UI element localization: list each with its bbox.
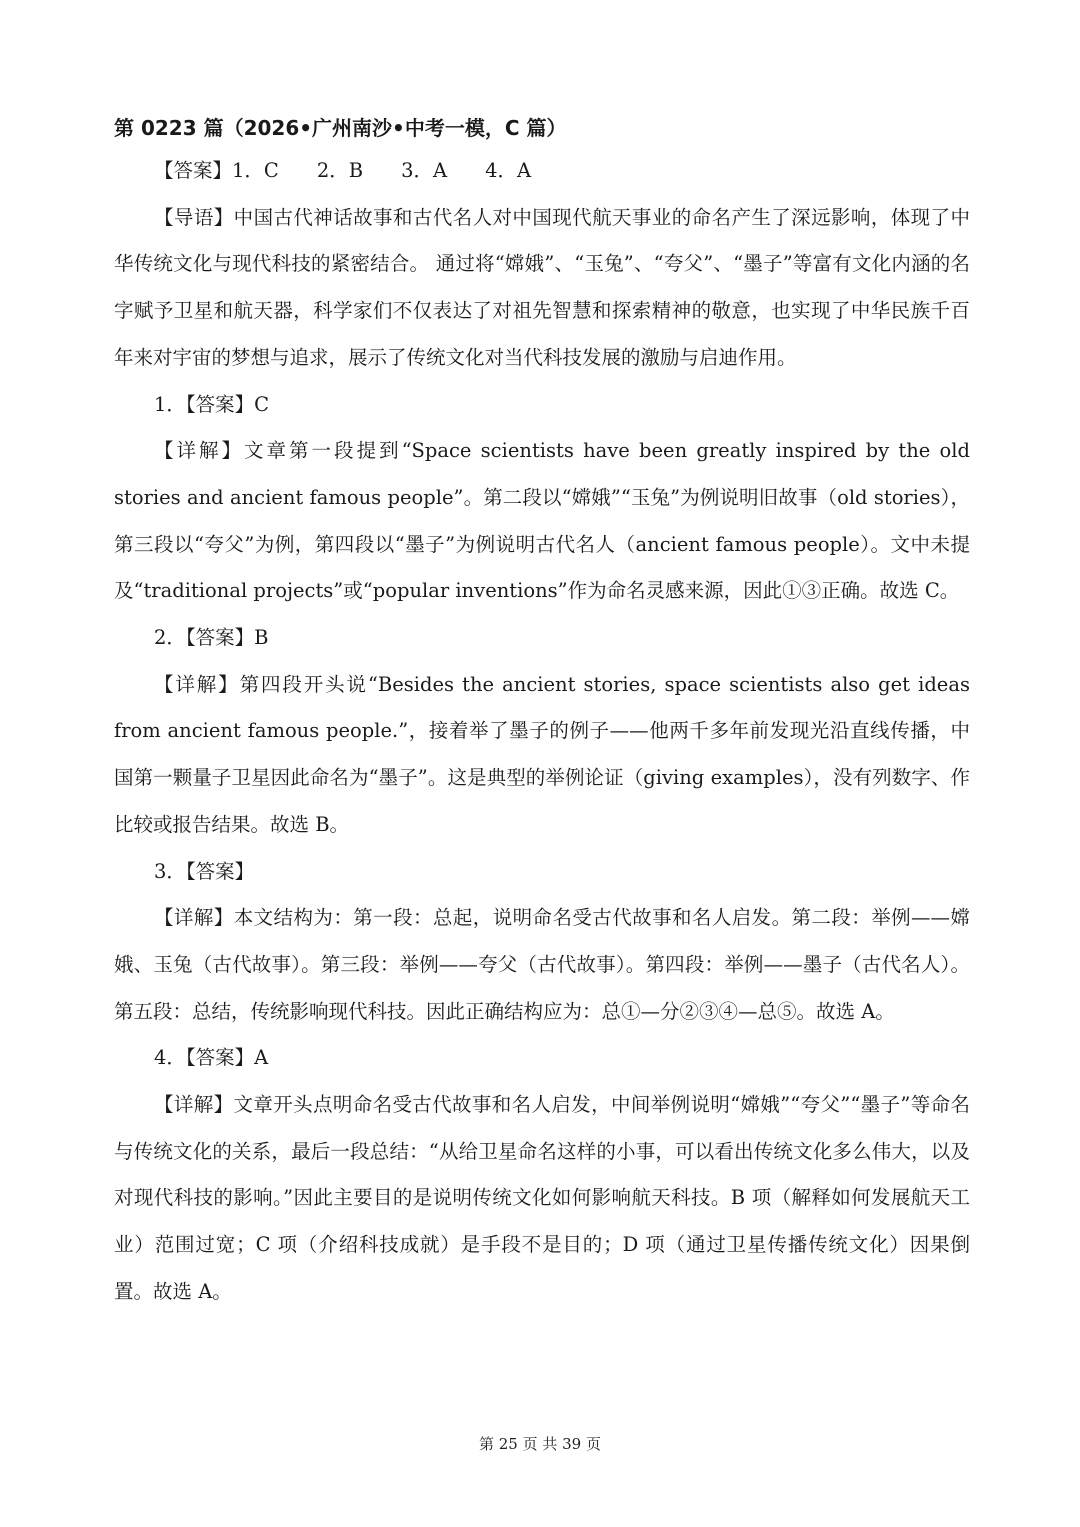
answer-item-2: 2．B <box>316 159 364 182</box>
intro-paragraph <box>114 195 970 382</box>
detail-text: 文章第一段提到“Space scientists have been greatly inspired by the old stories and ancient famous people”。第二段以“嫦娥”“玉兔”为例说明旧故事（old stories），第三段以“夸父”为例，第四段以“墨子”为例说明古代名人（ancient famous people）。文中未提及“traditional projects”或“popular inventions”作为命名灵感来源，因此①③正确。故选 C。 <box>114 439 970 603</box>
question-3-answer: 3．【答案】 <box>154 859 255 883</box>
detail-text: 本文结构为：第一段：总起，说明命名受古代故事和名人启发。第二段：举例——嫦娥、玉兔（古代故事）。第三段：举例——夸父（古代故事）。第四段：举例——墨子（古代名人）。第五段：总结，传统影响现代科技。因此正确结构应为：总①—分②③④—总⑤。故选 A。 <box>114 906 970 1023</box>
document-body <box>114 108 970 1316</box>
question-2-detail <box>114 662 970 849</box>
page-footer: 第 25 页 共 39 页 <box>478 1435 601 1453</box>
answer-item-1: 1．C <box>232 159 279 182</box>
passage-title: 第 0223 篇（2026•广州南沙•中考一模，C 篇） <box>114 116 567 140</box>
intro-text: 中国古代神话故事和古代名人对中国现代航天事业的命名产生了深远影响，体现了中华传统文化与现代科技的紧密结合。 通过将“嫦娥”、“玉兔”、“夸父”、“墨子”等富有文化内涵的名字赋予卫星和航天器，科学家们不仅表达了对祖先智慧和探索精神的敬意，也实现了中华民族千百年来对宇宙的梦想与追求，展示了传统文化对当代科技发展的激励与启迪作用。 <box>114 205 970 369</box>
detail-label: 【详解】 <box>154 439 245 463</box>
question-4-answer: 4．【答案】A <box>154 1046 269 1070</box>
answer-summary-label: 【答案】 <box>154 159 233 182</box>
detail-text: 第四段开头说“Besides the ancient stories, space scientists also get ideas from ancient famous people.”，接着举了墨子的例子——他两千多年前发现光沿直线传播，中国第一颗量子卫星因此命名为“墨子”。这是典型的举例论证（giving examples），没有列数字、作比较或报告结果。故选 B。 <box>114 672 970 836</box>
detail-label: 【详解】 <box>154 1093 234 1117</box>
question-2-answer: 2．【答案】B <box>154 626 269 650</box>
detail-text: 文章开头点明命名受古代故事和名人启发，中间举例说明“嫦娥”“夸父”“墨子”等命名与传统文化的关系，最后一段总结：“从给卫星命名这样的小事，可以看出传统文化多么伟大，以及对现代科技的影响。”因此主要目的是说明传统文化如何影响航天科技。B 项（解释如何发展航天工业）范围过宽；C 项（介绍科技成就）是手段不是目的；D 项（通过卫星传播传统文化）因果倒置。故选 A。 <box>114 1093 970 1303</box>
intro-label: 【导语】 <box>154 205 234 229</box>
question-1-answer: 1．【答案】C <box>154 392 270 416</box>
question-4-detail <box>114 1082 970 1316</box>
answer-item-3: 3．A <box>401 159 448 182</box>
detail-label: 【详解】 <box>154 672 240 696</box>
detail-label: 【详解】 <box>154 906 234 930</box>
answer-item-4: 4．A <box>485 159 532 182</box>
answer-summary <box>114 148 970 195</box>
question-3-detail <box>114 895 970 1035</box>
question-1-detail <box>114 428 970 615</box>
